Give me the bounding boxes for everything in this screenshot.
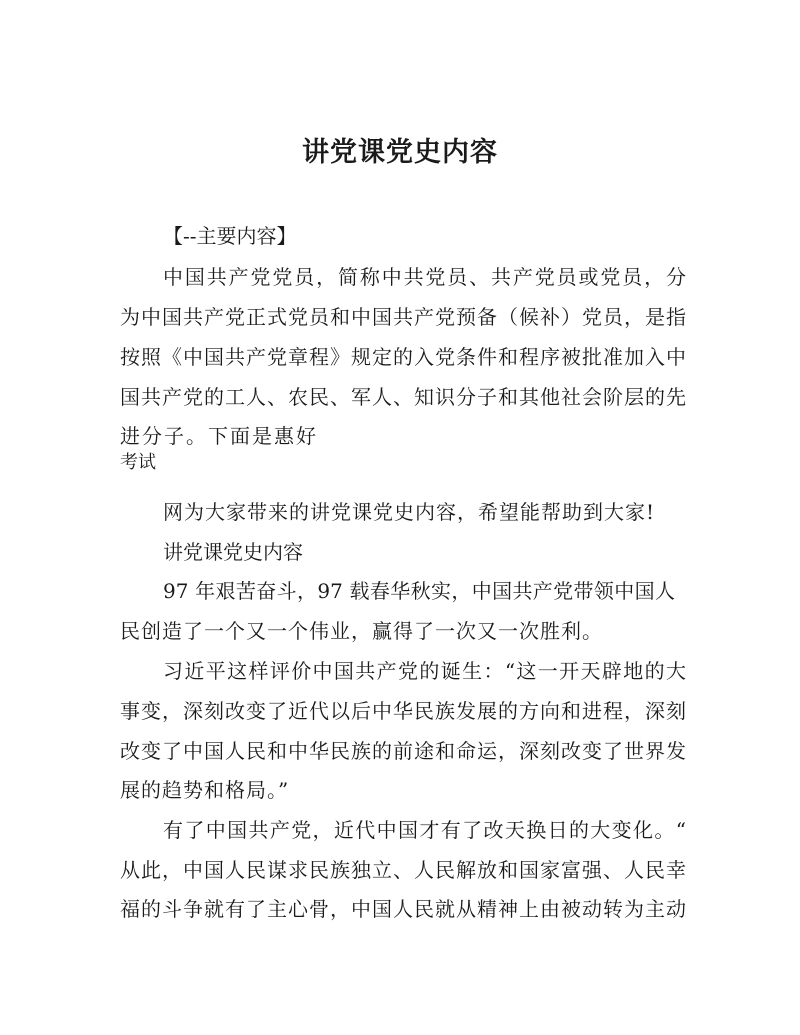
document-title: 讲党课党史内容 [302, 137, 498, 168]
text-line: 考试 [120, 452, 156, 473]
text-line: 有了中国共产党，近代中国才有了改天换日的大变化。“ [163, 818, 686, 842]
text-line: 网为大家带来的讲党课党史内容，希望能帮助到大家! [163, 500, 656, 524]
text-line: 习近平这样评价中国共产党的诞生：“这一开天辟地的大 [163, 659, 686, 683]
text-line: 事变，深刻改变了近代以后中华民族发展的方向和进程，深刻 [120, 699, 686, 723]
text-line: 按照《中国共产党章程》规定的入党条件和程序被批准加入中 [120, 345, 686, 369]
text-line: 福的斗争就有了主心骨，中国人民就从精神上由被动转为主动 [120, 897, 686, 921]
text-line: 进分子。下面是惠好 [120, 424, 318, 448]
text-line: 为中国共产党正式党员和中国共产党预备（候补）党员，是指 [120, 305, 686, 329]
text-line: 国共产党的工人、农民、军人、知识分子和其他社会阶层的先 [120, 385, 686, 409]
text-line: 中国共产党党员，简称中共党员、共产党员或党员，分 [163, 265, 686, 289]
text-line: 97 年艰苦奋斗，97 载春华秋实，中国共产党带领中国人 [163, 579, 675, 603]
subheading: 讲党课党史内容 [163, 540, 303, 564]
text-line: 从此，中国人民谋求民族独立、人民解放和国家富强、人民幸 [120, 858, 686, 882]
section-heading: 【--主要内容】 [163, 224, 297, 248]
text-line: 民创造了一个又一个伟业，赢得了一次又一次胜利。 [120, 619, 603, 643]
text-line: 展的趋势和格局。” [120, 778, 290, 802]
text-line: 改变了中国人民和中华民族的前途和命运，深刻改变了世界发 [120, 739, 686, 763]
